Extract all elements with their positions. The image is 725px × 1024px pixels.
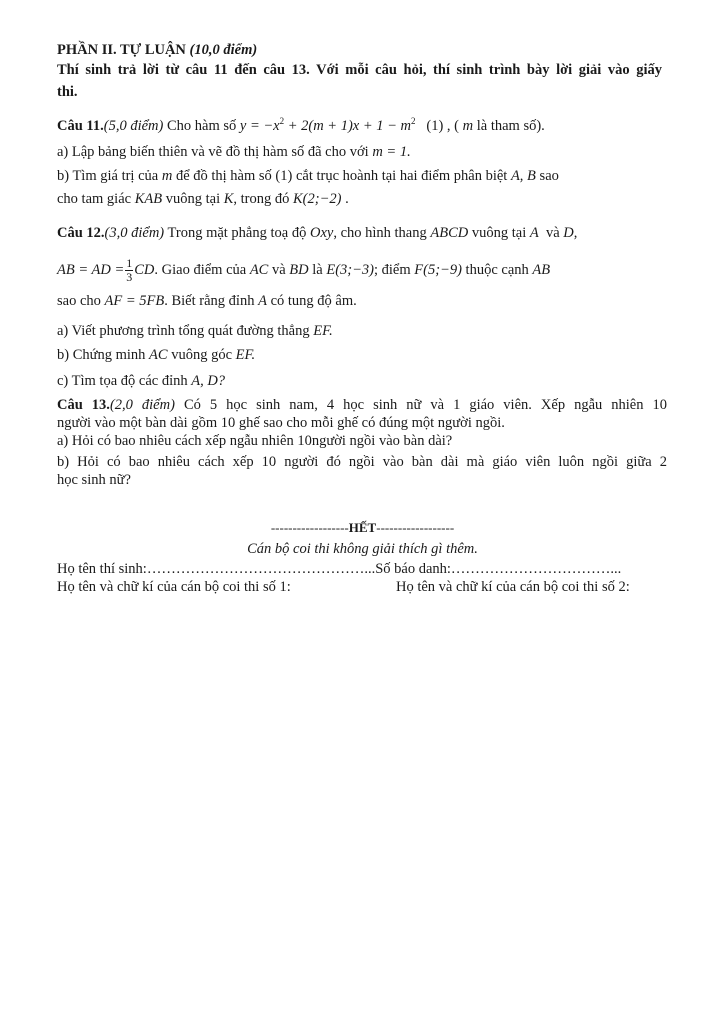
q11-func-exp1: 2 <box>279 116 285 126</box>
q12-ac: AC <box>249 262 269 278</box>
q12-b-mid: vuông góc <box>171 347 233 363</box>
q12-comma: , <box>573 225 578 241</box>
q12-ab: AB <box>532 262 551 278</box>
q11-statement <box>57 117 545 135</box>
q11-intro: Cho hàm số <box>166 118 237 134</box>
q12-line2-end: thuộc cạnh <box>465 262 529 278</box>
q11-after: (1) , ( <box>426 118 460 134</box>
q12-line2-mid2: ; điểm <box>374 262 411 278</box>
q11-b2-text: cho tam giác <box>57 191 132 207</box>
end-marker <box>0 519 725 537</box>
q11-b-end: sao <box>539 168 559 184</box>
q11-b2-end: . <box>345 191 349 207</box>
q12-abcd: ABCD <box>430 225 469 241</box>
q12-and: và <box>545 225 560 241</box>
q12-part-c <box>57 372 225 390</box>
q12-la: là <box>312 262 323 278</box>
q12-oxy: Oxy <box>309 225 334 241</box>
q11-points: (5,0 điểm) <box>103 118 164 134</box>
q12-d-pt: D <box>563 225 574 241</box>
q12-line3-end: có tung độ âm. <box>270 293 357 309</box>
q13-points: (2,0 điểm) <box>109 397 175 413</box>
q12-points: (3,0 điểm) <box>104 225 165 241</box>
section-points: (10,0 điểm) <box>189 42 258 58</box>
q12-f-pt: F(5;−9) <box>414 262 462 278</box>
end-dashes-left: ------------------ <box>270 520 349 535</box>
q12-b-ac: AC <box>149 347 168 363</box>
q12-frac-num: 1 <box>126 256 133 271</box>
q11-func-part1: = −x <box>249 118 280 134</box>
q12-va: và <box>271 262 286 278</box>
proctor-note: Cán bộ coi thi không giải thích gì thêm. <box>247 541 478 557</box>
q12-fraction <box>125 257 133 284</box>
q12-label: Câu 12. <box>57 225 105 241</box>
q12-a-ef: EF. <box>313 323 333 339</box>
q11-b-rest: để đồ thị hàm số (1) cắt trục hoành tại hai điểm phân biệt <box>175 168 508 184</box>
q13-label: Câu 13. <box>57 397 110 413</box>
q12-line3-start: sao cho <box>57 293 101 309</box>
q12-ab-ad: AB = AD = <box>57 262 125 278</box>
candidate-name-line <box>57 560 621 578</box>
q12-a-text: a) Viết phương trình tổng quát đường thẳng <box>57 323 310 339</box>
q11-func-part2: + 2(m + 1)x + 1 − m <box>284 118 412 134</box>
q11-a-math: m = 1. <box>372 144 411 160</box>
q12-b-text: b) Chứng minh <box>57 347 146 363</box>
section-heading <box>57 41 257 59</box>
q12-c-ad: A, D? <box>191 373 226 389</box>
q11-part-b-line1 <box>57 167 559 185</box>
q12-cd: CD <box>134 262 155 278</box>
q12-statement-line3 <box>57 292 357 310</box>
q13-statement-line2: người vào một bàn dài gồm 10 ghế sao cho mỗi ghế có đúng một người ngồi. <box>57 415 505 431</box>
section-instruction: Thí sinh trả lời từ câu 11 đến câu 13. Với mỗi câu hỏi, thí sinh trình bày lời giải vào giấy <box>57 62 662 78</box>
q12-bd: BD <box>289 262 309 278</box>
q12-intro: Trong mặt phẳng toạ độ <box>167 225 307 241</box>
q11-b2-kab: KAB <box>134 191 163 207</box>
q12-part-b <box>57 346 255 364</box>
q11-b-text: b) Tìm giá trị của <box>57 168 159 184</box>
q11-param-text: là tham số). <box>476 118 545 134</box>
section-instruction-cont: thi. <box>57 84 78 100</box>
q12-statement-line2 <box>57 257 550 284</box>
q12-c-text: c) Tìm tọa độ các đỉnh <box>57 373 188 389</box>
q11-label: Câu 11. <box>57 118 104 134</box>
q12-intro2: , cho hình thang <box>333 225 427 241</box>
q12-statement-line1 <box>57 224 577 242</box>
q11-b-m: m <box>161 168 173 184</box>
proctor2-signature-label: Họ tên và chữ kí của cán bộ coi thi số 2: <box>396 579 630 595</box>
q11-b2-mid: vuông tại <box>165 191 221 207</box>
q13-statement-line1 <box>57 396 667 414</box>
q12-intro3: vuông tại <box>471 225 527 241</box>
q12-a-pt: A <box>529 225 539 241</box>
q12-b-ef: EF. <box>235 347 256 363</box>
q13-line1: Có 5 học sinh nam, 4 học sinh nữ và 1 giáo viên. Xếp ngẫu nhiên 10 <box>183 397 668 413</box>
end-label: HẾT <box>348 520 377 535</box>
q11-a-text: a) Lập bảng biến thiên và vẽ đồ thị hàm số đã cho với <box>57 144 369 160</box>
q11-b2-point: K(2;−2) <box>293 191 342 207</box>
q13-part-b-line1: b) Hỏi có bao nhiêu cách xếp 10 người đó ngồi vào bàn dài mà giáo viên luôn ngồi giữa 2 <box>57 454 667 470</box>
q11-param-m: m <box>462 118 474 134</box>
proctor1-signature-label: Họ tên và chữ kí của cán bộ coi thi số 1: <box>57 579 291 595</box>
candidate-name-field: Họ tên thí sinh:………………………………………... <box>57 561 376 577</box>
q12-line2-mid: . Giao điểm của <box>154 262 247 278</box>
q12-e-pt: E(3;−3) <box>326 262 374 278</box>
q13-part-a: a) Hỏi có bao nhiêu cách xếp ngẫu nhiên 10người ngồi vào bàn dài? <box>57 433 453 449</box>
q12-line3-rest: . Biết rằng đỉnh <box>164 293 255 309</box>
q11-func-exp2: 2 <box>411 116 416 126</box>
section-title: PHẦN II. TỰ LUẬN <box>57 42 186 58</box>
q11-part-b-line2 <box>57 190 349 208</box>
q11-b2-rest: , trong đó <box>233 191 290 207</box>
q12-af: AF = 5FB <box>104 293 165 309</box>
q13-part-b-line2: học sinh nữ? <box>57 472 131 488</box>
q12-part-a <box>57 322 333 340</box>
q11-func-y: y <box>239 118 247 134</box>
q11-part-a <box>57 143 411 161</box>
q11-b-ab: A, B <box>510 168 536 184</box>
end-dashes-right: ------------------ <box>376 520 455 535</box>
q12-frac-den: 3 <box>126 270 133 285</box>
q12-line3-a: A <box>258 293 267 309</box>
q11-b2-k: K <box>223 191 234 207</box>
candidate-number-field: Số báo danh:……………………………... <box>375 561 622 577</box>
